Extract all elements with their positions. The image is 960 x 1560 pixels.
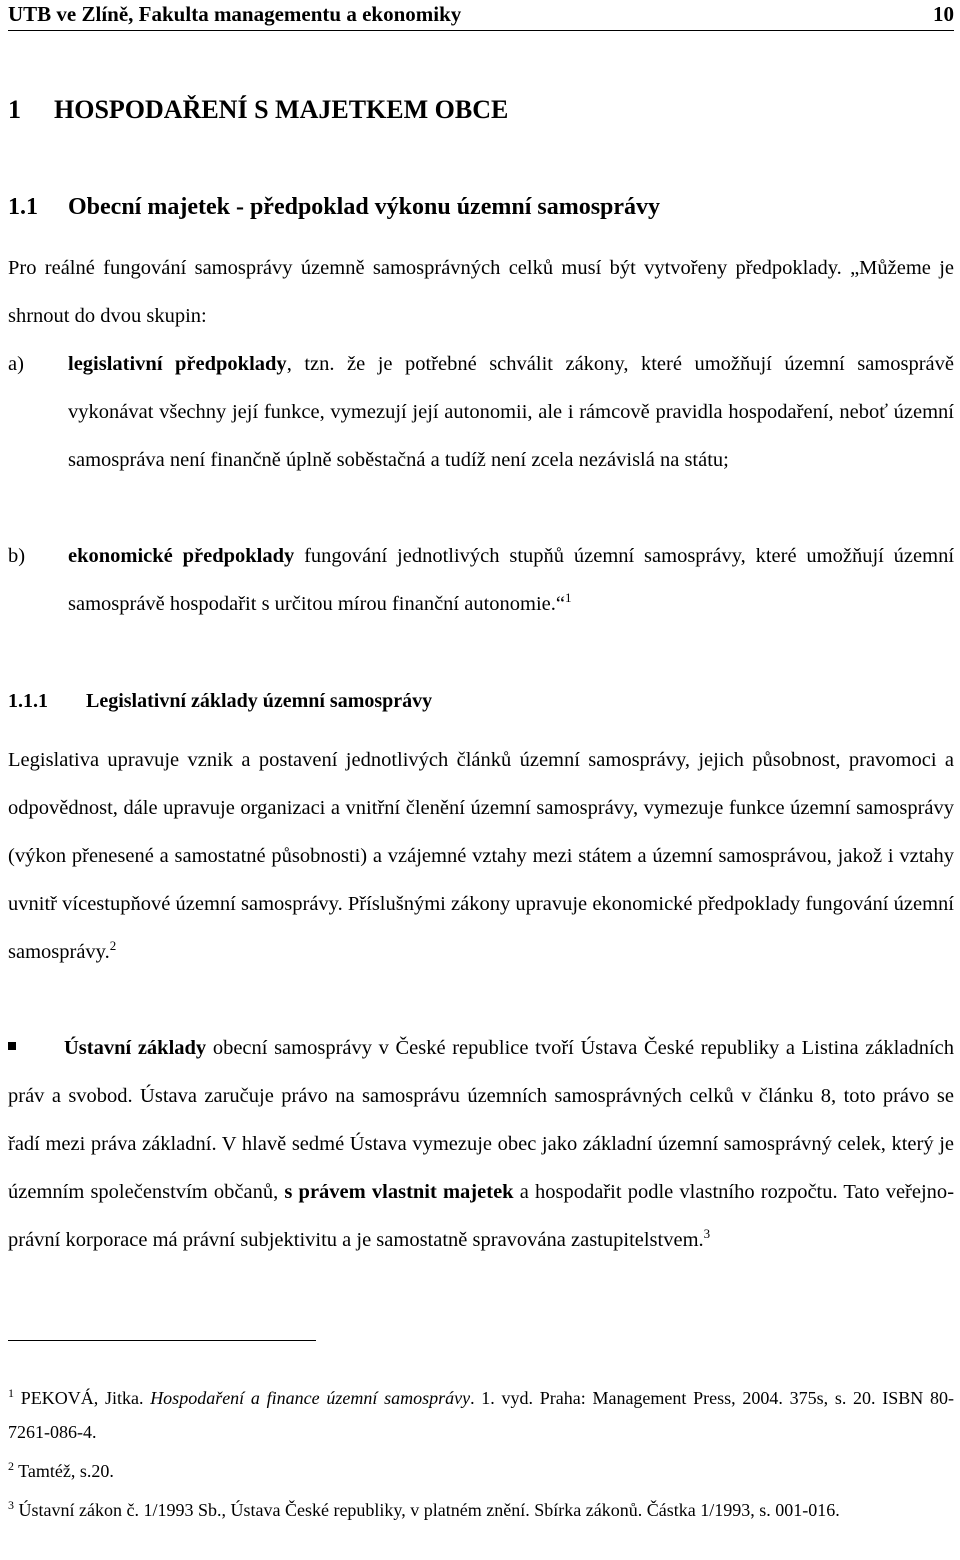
bullet-term: Ústavní základy (64, 1037, 207, 1059)
footnote-text: PEKOVÁ, Jitka. (14, 1388, 151, 1408)
footnote-separator (8, 1340, 316, 1341)
footnote-number: 2 (8, 1459, 14, 1473)
list-marker: b) (8, 545, 26, 567)
chapter-title: HOSPODAŘENÍ S MAJETKEM OBCE (54, 95, 509, 124)
subsection-number: 1.1.1 (8, 690, 48, 712)
list-item-b (8, 532, 954, 628)
subsection-heading (8, 686, 432, 716)
header-page-number: 10 (933, 2, 954, 26)
footnote-ref-1[interactable]: 1 (565, 590, 572, 606)
chapter-number: 1 (8, 95, 21, 124)
footnote-ref-3[interactable]: 3 (703, 1226, 711, 1242)
footnote (8, 1376, 954, 1449)
subsection-title: Legislativní základy územní samosprávy (86, 690, 433, 712)
list-text: , tzn. že je potřebné schválit zákony, které umožňují územní samosprávě vykonávat všechny její funkce, vymezují její autonomii, ale i rámcově pravidla hospodaření, neboť územní samospráva není finančně úplně soběstačná a tudíž není zcela nezávislá na státu; (68, 353, 954, 471)
header-institution: UTB ve Zlíně, Fakulta managementu a ekonomiky (8, 2, 462, 26)
footnote (8, 1488, 954, 1527)
bullet-text-2: a hospodařit podle vlastního rozpočtu. Tato veřejnoprávní korporace má právní subjektivitu a je samostatně spravována zastupitelstvem. (8, 1181, 955, 1251)
footnotes (8, 1376, 954, 1527)
section-number: 1.1 (8, 194, 38, 220)
footnote-text-tail: . 1. vyd. Praha: Management Press, 2004. 375s, s. 20. ISBN 80-7261-086-4. (8, 1388, 955, 1442)
footnote-number: 3 (8, 1498, 14, 1512)
intro-paragraph: Pro reálné fungování samosprávy územně samosprávných celků musí být vytvořeny předpoklady. „Můžeme je shrnout do dvou skupin: (8, 257, 954, 327)
bullet-term-2: s právem vlastnit majetek (284, 1181, 514, 1203)
footnote (8, 1449, 954, 1488)
paragraph-text: Legislativa upravuje vznik a postavení jednotlivých článků územní samosprávy, jejich působnost, pravomoci a odpovědnost, dále upravuje organizaci a vnitřní členění územní samosprávy, vymezuje funkce územní samosprávy (výkon přenesené a samostatné působnosti) a vzájemné vztahy mezi státem a územní samosprávou, jakož i vztahy uvnitř vícestupňové územní samosprávy. Příslušnými zákony upravuje ekonomické předpoklady fungování územní samosprávy. (8, 749, 954, 963)
section-heading (8, 190, 660, 224)
list-item-a (8, 340, 954, 484)
running-header (8, 0, 954, 31)
footnote-number: 1 (8, 1386, 14, 1400)
chapter-heading (8, 92, 508, 128)
bullet-paragraph (8, 1024, 954, 1264)
bullet-text-1: obecní samosprávy v České republice tvoří Ústava České republiky a Listina základních práv a svobod. Ústava zaručuje právo na samosprávu územních samosprávných celků v článku 8, toto právo se řadí mezi práva základní. V hlavě sedmé Ústava vymezuje obec jako základní územní samosprávný celek, který je územním společenstvím občanů, (8, 1037, 954, 1203)
list-term: ekonomické předpoklady (68, 545, 295, 567)
list-term: legislativní předpoklady (68, 353, 287, 375)
legislation-paragraph (8, 736, 954, 976)
list-item-content (68, 340, 954, 484)
section-title: Obecní majetek - předpoklad výkonu územní samosprávy (68, 194, 661, 220)
document-page (8, 0, 954, 1560)
list-marker: a) (8, 353, 24, 375)
footnote-ref-2[interactable]: 2 (109, 938, 117, 954)
list-item-content (68, 532, 954, 628)
footnote-book-title: Hospodaření a finance územní samosprávy (150, 1388, 471, 1408)
footnote-text: Ústavní zákon č. 1/1993 Sb., Ústava České republiky, v platném znění. Sbírka zákonů. Částka 1/1993, s. 001-016. (14, 1500, 840, 1520)
list-text: fungování jednotlivých stupňů územní samosprávy, které umožňují územní samosprávě hospodařit s určitou mírou finanční autonomie.“ (68, 545, 955, 615)
footnote-text: Tamtéž, s.20. (14, 1461, 114, 1481)
square-bullet-icon (8, 1042, 16, 1050)
